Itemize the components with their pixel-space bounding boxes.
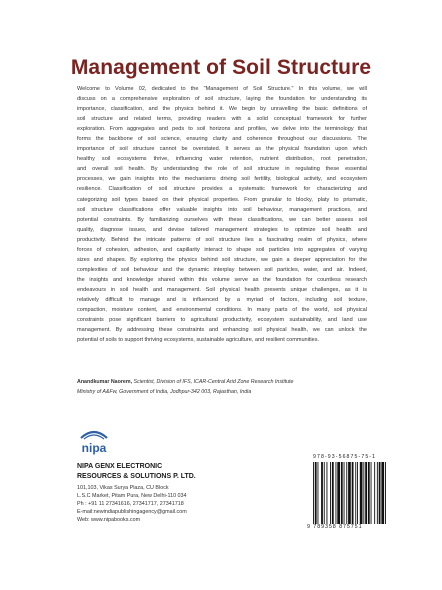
barcode-bar <box>385 462 386 524</box>
publisher-name-2: RESOURCES & SOLUTIONS P. LTD. <box>77 473 196 480</box>
barcode-bar <box>337 462 340 524</box>
barcode-bar <box>321 462 323 524</box>
barcode-bar <box>344 462 345 524</box>
barcode-bar <box>374 462 375 524</box>
barcode-bar <box>365 462 367 524</box>
isbn-number: 978-93-56875-75-1 <box>313 454 377 460</box>
barcode-bar <box>348 462 351 524</box>
body-line: quality, diagnose issues, and devise tailored management strategies to optimize soil health and <box>77 226 367 233</box>
logo-text: nipa <box>81 441 107 455</box>
body-line: productivity. Behind the intricate patterns of soil structure lies a fascinating realm of physics, where <box>77 236 367 243</box>
barcode-bar <box>352 462 354 524</box>
author-affiliation-1: Scientist, Division of IFS, ICAR-Central Arid Zone Research Institute <box>133 379 294 385</box>
body-line: compaction, moisture content, and environmental conditions. In many parts of the world, soil physical <box>77 307 367 314</box>
body-line: soil structure classifications offer valuable insights into soil behaviour, management practices, and <box>77 206 367 213</box>
address-line: Ph : +91 11 27341616, 27341717, 27341718 <box>77 501 184 508</box>
address-line: Web: www.nipabooks.com <box>77 517 141 524</box>
barcode-bar <box>332 462 334 524</box>
barcode-bar <box>313 462 314 524</box>
publisher-address <box>77 484 277 524</box>
isbn-barcode <box>307 456 407 540</box>
body-line: healthy soil ecosystems thrive, influencing water retention, nutrient distribution, root penetration, <box>77 156 367 163</box>
author-info <box>77 377 377 397</box>
barcode-bar <box>341 462 343 524</box>
body-line: forces of cohesion, adhesion, and capillarity interact to shape soil particles into aggregates of varying <box>77 246 367 253</box>
body-line: management. By addressing these constraints and enhancing soil physical health, we can unlock the <box>77 327 367 334</box>
barcode-bar <box>377 462 378 524</box>
barcode-bar <box>336 462 337 524</box>
barcode-bar <box>355 462 356 524</box>
body-line: soil structure and related terms, providing readers with a solid conceptual framework for further <box>77 116 367 123</box>
body-line: sizes and shapes. By exploring the physics behind soil structure, we gain a deeper appreciation for the <box>77 256 367 263</box>
body-line: importance, classification, and the physics behind it. We begin by unravelling the basic definitions of <box>77 106 367 113</box>
author-affiliation-2: Ministry of A&Fw, Government of India, Jodhpur-342 003, Rajasthan, India <box>77 389 252 395</box>
author-name: Anandkumar Naorem, <box>77 379 133 385</box>
publisher-name-1: NIPA GENX ELECTRONIC <box>77 463 163 470</box>
barcode-bar <box>330 462 331 524</box>
body-line: exploration. From aggregates and peds to soil horizons and profiles, we delve into the terminology that <box>77 126 367 133</box>
body-line: resilience. Classification of soil structure provides a systematic framework for characterizing and <box>77 186 367 193</box>
barcode-bar <box>371 462 372 524</box>
body-line: and overall soil health. By understanding the role of soil structure in regulating these essential <box>77 166 367 173</box>
barcode-bar <box>327 462 328 524</box>
address-line: E-mail:newindiapublishingagency@gmail.com <box>77 509 187 516</box>
body-line: potential of soils to support thriving ecosystems, sustainable agriculture, and resilient communities. <box>77 337 320 344</box>
body-line: relatively difficult to manage and is influenced by a myriad of factors, including soil texture, <box>77 296 367 303</box>
body-line: endeavours in soil health and management. Soil physical health presents unique challenges, as it is <box>77 286 367 293</box>
body-line: the insights and knowledge shared within this volume serve as the foundation for countless research <box>77 276 367 283</box>
body-line: discuss on a comprehensive exploration of soil structure, laying the foundation for understanding its <box>77 96 367 103</box>
barcode-bar <box>379 462 381 524</box>
body-line: potential constraints. By familiarizing ourselves with these classifications, we can better assess soil <box>77 216 367 223</box>
barcode-bar <box>360 462 363 524</box>
body-line: categorizing soil types based on their physical properties. From granular to blocky, platy to prismatic, <box>77 196 367 203</box>
publisher-block <box>77 428 277 524</box>
barcode-bar <box>363 462 364 524</box>
barcode-bar <box>318 462 319 524</box>
nipa-logo <box>77 428 111 458</box>
barcode-bar <box>357 462 358 524</box>
barcode-graphic <box>313 462 405 524</box>
body-line: complexities of soil behaviour and the dynamic interplay between soil particles, water, and air. Indeed, <box>77 266 367 273</box>
barcode-digits: 9 789358 875751 <box>307 524 363 530</box>
book-title: Management of Soil Structure <box>70 56 372 79</box>
address-line: 101,103, Vikas Surya Plaza, CU Block <box>77 485 169 491</box>
body-line: processes, we gain insights into the mechanisms driving soil fertility, biological activity, and ecosystem <box>77 176 367 183</box>
barcode-bar <box>315 462 317 524</box>
address-line: L.S.C Market, Pitam Pura, New Delhi-110 034 <box>77 493 187 500</box>
barcode-bar <box>368 462 370 524</box>
body-line: constraints pose significant barriers to agricultural productivity, ecosystem sustainability, and land use <box>77 317 367 324</box>
description-text <box>77 84 367 345</box>
body-line: forms the backbone of soil science, ensuring clarity and coherence throughout our discussions. The <box>77 136 367 143</box>
barcode-bar <box>381 462 384 524</box>
barcode-bar <box>324 462 325 524</box>
body-line: importance of soil structure cannot be overstated. It serves as the physical foundation upon which <box>77 146 367 153</box>
body-line: Welcome to Volume 02, dedicated to the "Management of Soil Structure." In this volume, we will <box>77 86 367 92</box>
barcode-bar <box>346 462 347 524</box>
